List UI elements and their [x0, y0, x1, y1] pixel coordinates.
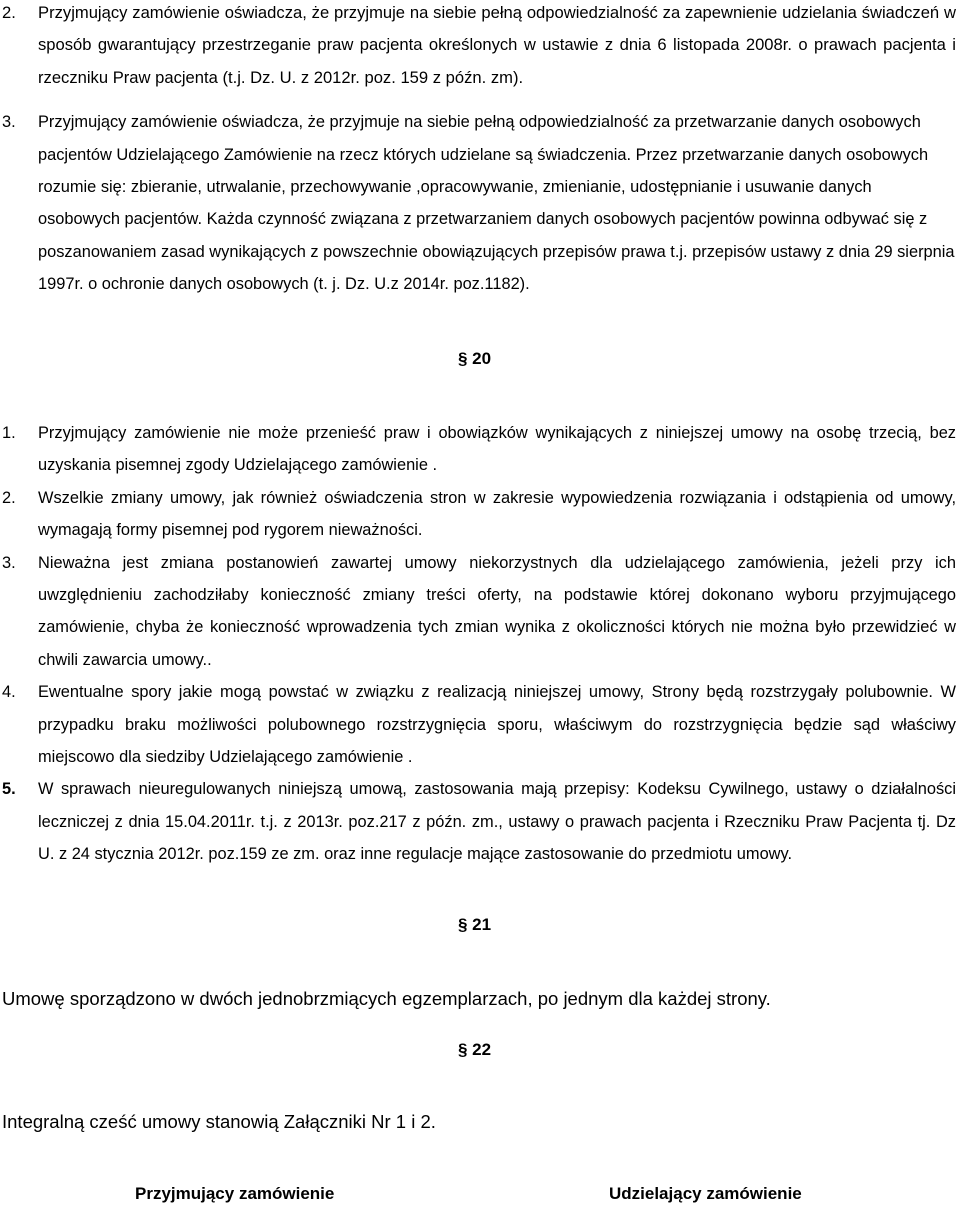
top-list	[0, 0, 960, 301]
list-item	[0, 106, 960, 300]
list-item	[0, 417, 960, 482]
section-heading-20: § 20	[458, 349, 492, 368]
item-text: Nieważna jest zmiana postanowień zawartej umowy niekorzystnych dla udzielającego zamówienia, jeżeli przy ich uwzględnieniu zachodziłaby konieczność zmiany treści oferty, na podstawie której dokonano wyboru przyjmującego zamówienie, chyba że konieczność wprowadzenia tych zmian wynika z okoliczności których nie można było przewidzieć w chwili zawarcia umowy..	[38, 553, 956, 669]
item-text: Przyjmujący zamówienie oświadcza, że przyjmuje na siebie pełną odpowiedzialność za przetwarzanie danych osobowych pacjentów Udzielającego Zamówienie na rzecz których udzielane są świadczenia. Przez przetwarzanie danych osobowych rozumie się: zbieranie, utrwalanie, przechowywanie ,opracowywanie, zmienianie, udostępnianie i usuwanie danych osobowych pacjentów. Każda czynność związana z przetwarzaniem danych osobowych pacjentów powinna odbywać się z poszanowaniem zasad wynikających z powszechnie obowiązujących przepisów prawa t.j. przepisów ustawy z dnia 29 sierpnia 1997r. o ochronie danych osobowych (t. j. Dz. U.z 2014r. poz.1182).	[38, 113, 955, 294]
list-item	[0, 482, 960, 547]
list-item	[0, 0, 960, 94]
item-text: Przyjmujący zamówienie nie może przenieść praw i obowiązków wynikających z niniejszej umowy na osobę trzecią, bez uzyskania pisemnej zgody Udzielającego zamówienie .	[38, 424, 956, 475]
section-heading-22: § 22	[458, 1040, 492, 1059]
section-heading-21: § 21	[458, 915, 492, 934]
section-21-text: Umowę sporządzono w dwóch jednobrzmiących egzemplarzach, po jednym dla każdej strony.	[2, 988, 771, 1009]
item-text: Przyjmujący zamówienie oświadcza, że przyjmuje na siebie pełną odpowiedzialność za zapewnienie udzielania świadczeń w sposób gwarantujący przestrzeganie praw pacjenta określonych w ustawie z dnia 6 listopada 2008r. o prawach pacjenta i rzeczniku Praw pacjenta (t.j. Dz. U. z 2012r. poz. 159 z późn. zm).	[38, 3, 956, 87]
item-number: 3.	[2, 113, 16, 132]
item-number: 4.	[2, 683, 16, 702]
list-item	[0, 547, 960, 677]
section-22-text: Integralną cześć umowy stanowią Załączniki Nr 1 i 2.	[2, 1111, 436, 1132]
item-text: W sprawach nieuregulowanych niniejszą umową, zastosowania mają przepisy: Kodeksu Cywilnego, ustawy o działalności leczniczej z dnia 15.04.2011r. t.j. z 2013r. poz.217 z późn. zm., ustawy o prawach pacjenta i Rzeczniku Praw Pacjenta tj. Dz U. z 24 stycznia 2012r. poz.159 ze zm. oraz inne regulacje mające zastosowanie do przedmiotu umowy.	[38, 780, 956, 864]
signature-left: Przyjmujący zamówienie	[135, 1184, 335, 1203]
item-number: 5.	[2, 780, 16, 799]
list-item	[0, 676, 960, 773]
item-text: Wszelkie zmiany umowy, jak również oświadczenia stron w zakresie wypowiedzenia rozwiązania i odstąpienia od umowy, wymagają formy pisemnej pod rygorem nieważności.	[38, 488, 956, 540]
item-number: 1.	[2, 424, 16, 442]
section-20-list	[0, 417, 960, 871]
list-item	[0, 773, 960, 870]
item-number: 3.	[2, 553, 16, 572]
item-text: Ewentualne spory jakie mogą powstać w związku z realizacją niniejszej umowy, Strony będą rozstrzygały polubownie. W przypadku braku możliwości polubownego rozstrzygnięcia sporu, właściwym do rozstrzygnięcia będzie sąd właściwy miejscowo dla siedziby Udzielającego zamówienie .	[38, 683, 956, 767]
item-number: 2.	[2, 488, 16, 507]
signatures	[0, 1184, 960, 1208]
signature-right: Udzielający zamówienie	[609, 1184, 802, 1203]
item-number: 2.	[2, 3, 16, 22]
